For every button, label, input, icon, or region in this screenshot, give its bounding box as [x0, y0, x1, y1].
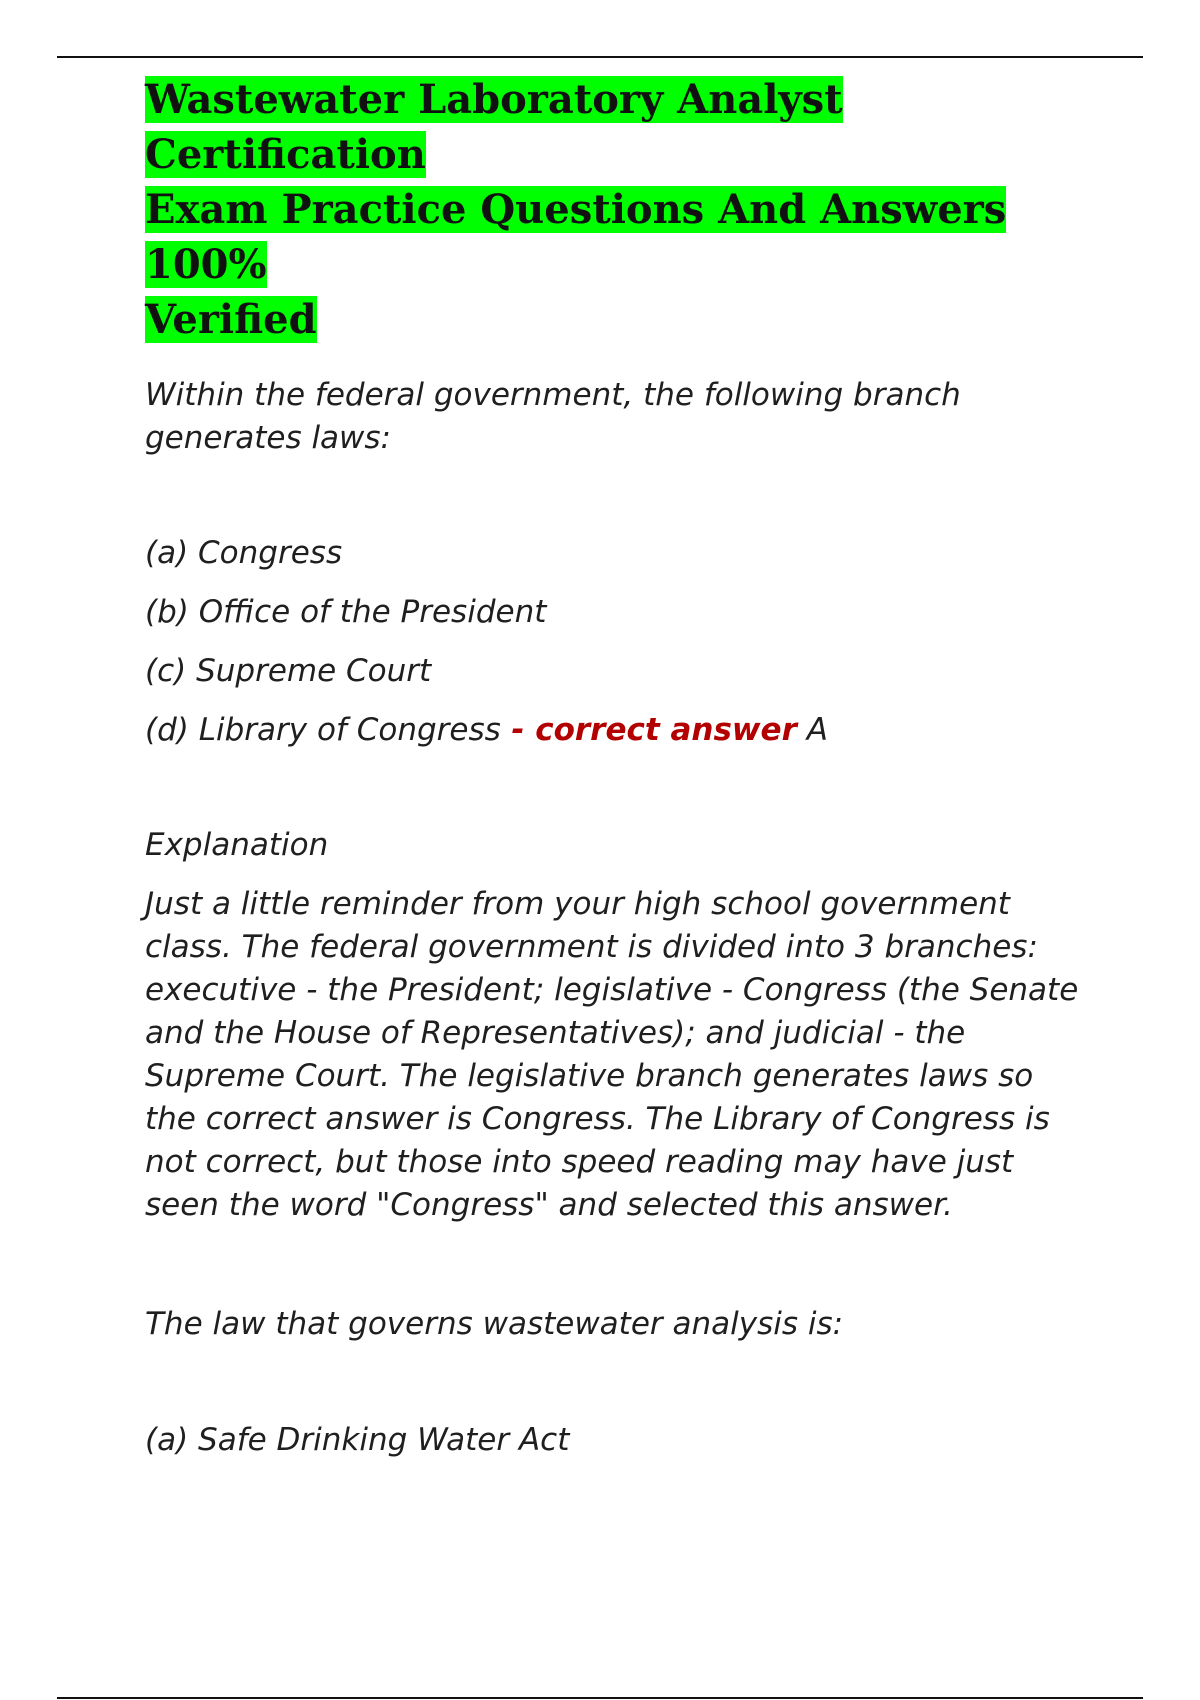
question-1-prompt: Within the federal government, the following branch generates laws: [145, 377, 961, 456]
document-title [145, 72, 1085, 347]
question-1-option-a: (a) Congress [145, 535, 343, 571]
document-body [145, 72, 1085, 1462]
question-1-option-d-row [145, 708, 1085, 752]
top-rule [57, 56, 1143, 58]
explanation-text: Just a little reminder from your high school government class. The federal government is divided into 3 branches: executive - the President; legislative - Congress (the Senate and the House of Representatives); and judicial - the Supreme Court. The legislative branch generates laws so the correct answer is Congress. The Library of Congress is not correct, but those into speed reading may have just seen the word "Congress" and selected this answer. [145, 886, 1079, 1223]
correct-answer-label: correct answer [535, 712, 797, 748]
question-2-option-a: (a) Safe Drinking Water Act [145, 1422, 570, 1458]
question-1-option-b: (b) Office of the President [145, 594, 547, 630]
bottom-rule [57, 1697, 1143, 1699]
question-1-option-d: (d) Library of Congress [145, 712, 501, 748]
explanation-heading: Explanation [145, 827, 329, 863]
question-1-option-c: (c) Supreme Court [145, 653, 432, 689]
question-2-prompt: The law that governs wastewater analysis is: [145, 1306, 844, 1342]
correct-answer-value: A [806, 712, 828, 748]
answer-separator: - [500, 712, 536, 748]
title-line-1: Wastewater Laboratory Analyst Certification [145, 76, 843, 178]
title-line-2: Exam Practice Questions And Answers 100% [145, 186, 1007, 288]
title-line-3: Verified [145, 296, 317, 343]
